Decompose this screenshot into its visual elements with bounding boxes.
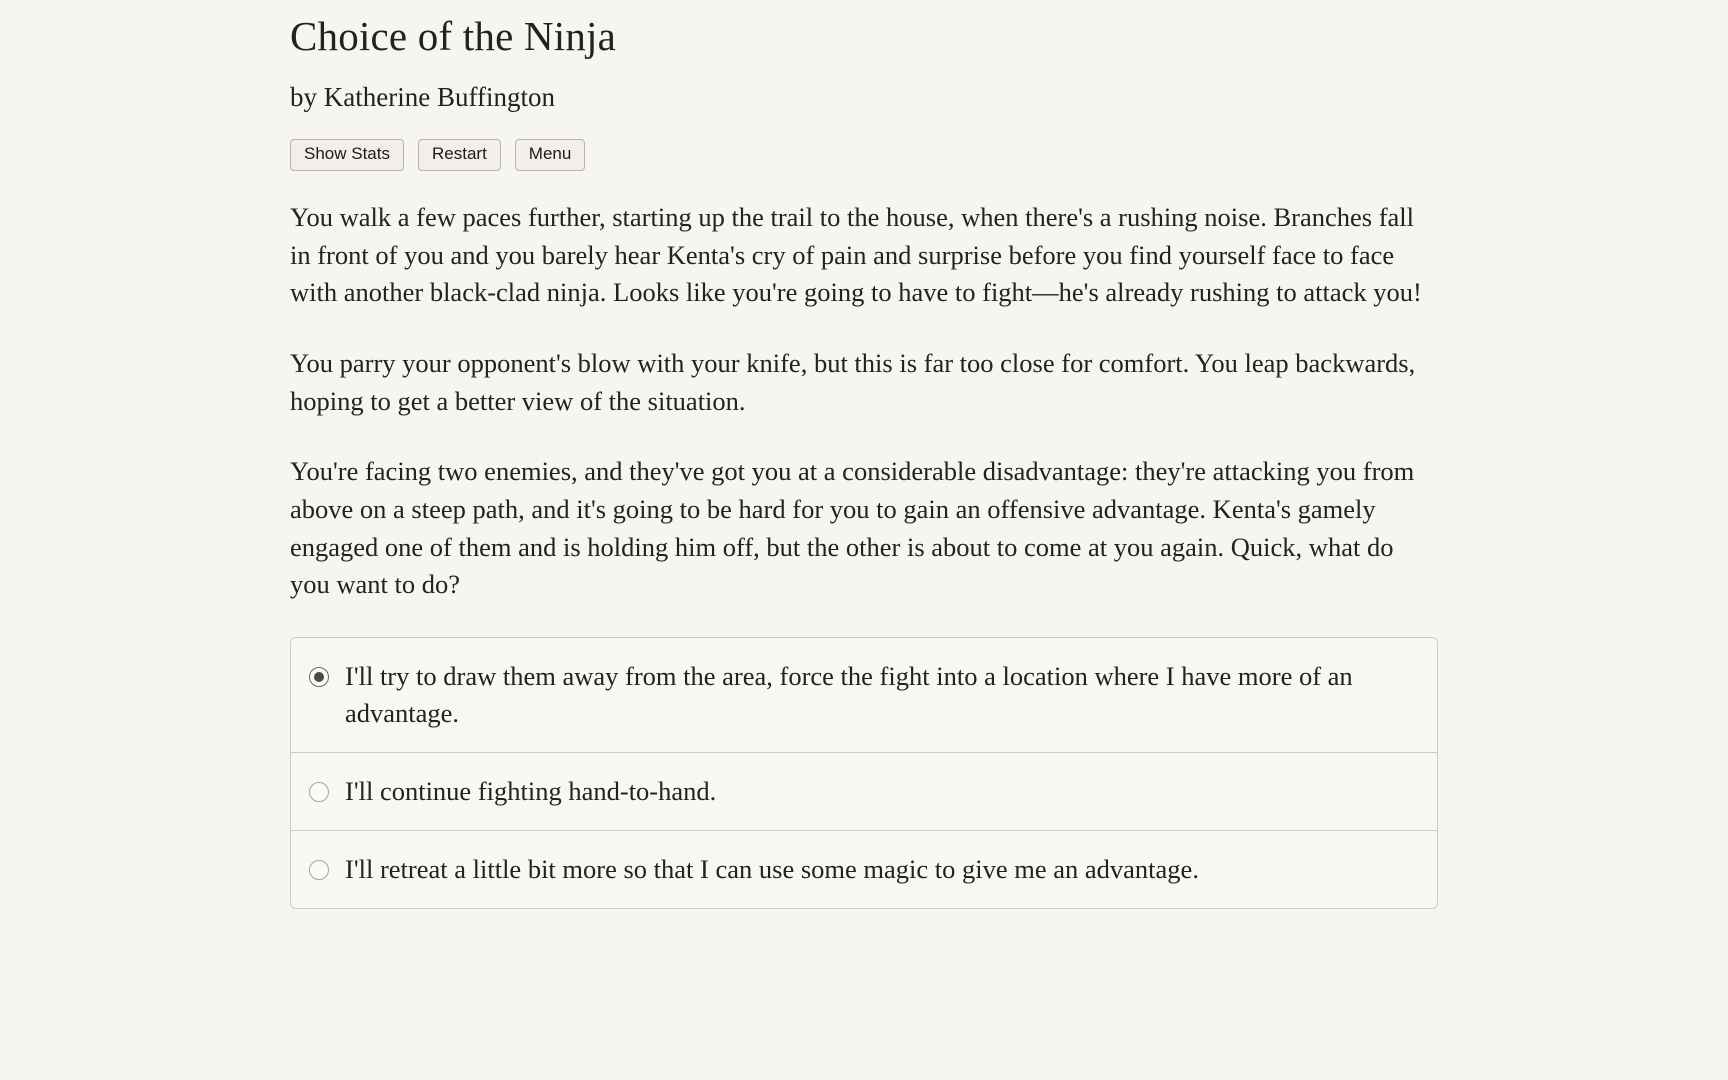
radio-icon[interactable]: [309, 782, 329, 802]
choice-label: I'll retreat a little bit more so that I can use some magic to give me an advantage.: [345, 854, 1199, 885]
restart-button[interactable]: Restart: [418, 139, 501, 171]
radio-icon[interactable]: [309, 667, 329, 687]
page-title: Choice of the Ninja: [290, 13, 617, 59]
choice-option[interactable]: [291, 753, 1437, 831]
toolbar: [290, 139, 1440, 171]
story-paragraph: You parry your opponent's blow with your knife, but this is far too close for comfort. You leap backwards, hoping to get a better view of the situation.: [290, 348, 1416, 416]
menu-button[interactable]: Menu: [515, 139, 586, 171]
content-column: [290, 14, 1440, 909]
story-paragraph: You walk a few paces further, starting up the trail to the house, when there's a rushing noise. Branches fall in front of you and you barely hear Kenta's cry of pain and surprise before you find yourself face to face with another black-clad ninja. Looks like you're going to have to fight—he's already rushing to attack you!: [290, 202, 1422, 308]
author-byline: by Katherine Buffington: [290, 82, 555, 113]
choice-label: I'll try to draw them away from the area, force the fight into a location where I have more of an advantage.: [345, 660, 1353, 728]
choice-list: [290, 637, 1438, 909]
choice-label: I'll continue fighting hand-to-hand.: [345, 775, 717, 806]
show-stats-button[interactable]: Show Stats: [290, 139, 404, 171]
choice-option[interactable]: [291, 831, 1437, 908]
story-text: [290, 199, 1440, 604]
choice-option[interactable]: [291, 638, 1437, 753]
radio-icon[interactable]: [309, 860, 329, 880]
story-paragraph: You're facing two enemies, and they've got you at a considerable disadvantage: they're attacking you from above on a steep path, and it's going to be hard for you to gain an offensive advantage. Kenta's gamely engaged one of them and is holding him off, but the other is about to come at you again. Quick, what do you want to do?: [290, 456, 1415, 600]
